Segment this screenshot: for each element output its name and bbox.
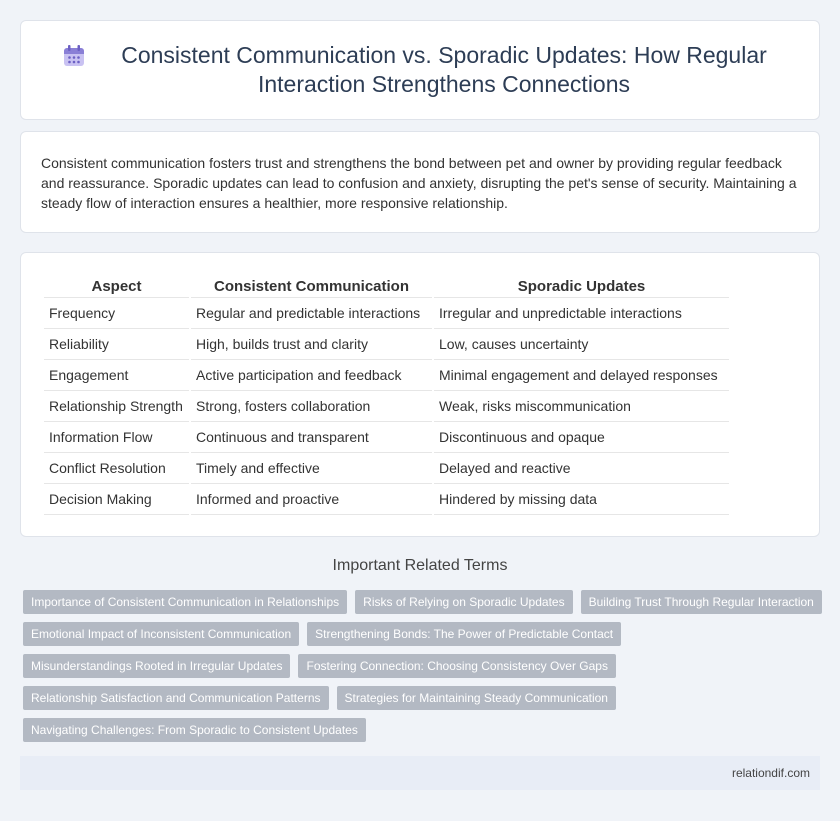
- calendar-icon: [61, 43, 87, 69]
- table-row: [44, 484, 729, 515]
- cell-aspect: Information Flow: [44, 422, 189, 453]
- table-header-row: [44, 275, 729, 298]
- footer: [20, 756, 820, 790]
- cell-consistent: Continuous and transparent: [191, 422, 432, 453]
- comparison-table: [42, 275, 731, 515]
- cell-aspect: Frequency: [44, 298, 189, 329]
- header-aspect: Aspect: [44, 275, 189, 298]
- intro-text: Consistent communication fosters trust and strengthens the bond between pet and owner by providing regular feedback and reassurance. Sporadic updates can lead to confusion and anxiety, disrupting the pet's sense of security. Maintaining a steady flow of interaction ensures a healthier, more responsive relationship.: [41, 155, 797, 211]
- cell-consistent: Informed and proactive: [191, 484, 432, 515]
- table-row: [44, 360, 729, 391]
- table-row: [44, 391, 729, 422]
- cell-sporadic: Discontinuous and opaque: [434, 422, 729, 453]
- table-row: [44, 453, 729, 484]
- related-term-tag[interactable]: Misunderstandings Rooted in Irregular Updates: [23, 654, 290, 678]
- cell-sporadic: Hindered by missing data: [434, 484, 729, 515]
- cell-consistent: Strong, fosters collaboration: [191, 391, 432, 422]
- intro-card: [20, 131, 820, 233]
- related-terms-title: Important Related Terms: [332, 557, 508, 574]
- cell-sporadic: Low, causes uncertainty: [434, 329, 729, 360]
- cell-aspect: Decision Making: [44, 484, 189, 515]
- related-term-tag[interactable]: Strategies for Maintaining Steady Communication: [337, 686, 616, 710]
- table-row: [44, 422, 729, 453]
- cell-sporadic: Irregular and unpredictable interactions: [434, 298, 729, 329]
- related-terms-list: [23, 590, 823, 742]
- cell-sporadic: Delayed and reactive: [434, 453, 729, 484]
- cell-consistent: High, builds trust and clarity: [191, 329, 432, 360]
- title-wrap: [21, 41, 819, 99]
- header-sporadic: Sporadic Updates: [434, 275, 729, 298]
- comparison-table-card: [20, 252, 820, 537]
- related-term-tag[interactable]: Fostering Connection: Choosing Consistency Over Gaps: [298, 654, 615, 678]
- cell-aspect: Engagement: [44, 360, 189, 391]
- related-term-tag[interactable]: Importance of Consistent Communication in Relationships: [23, 590, 347, 614]
- table-row: [44, 298, 729, 329]
- cell-sporadic: Minimal engagement and delayed responses: [434, 360, 729, 391]
- table-row: [44, 329, 729, 360]
- related-term-tag[interactable]: Emotional Impact of Inconsistent Communication: [23, 622, 299, 646]
- cell-consistent: Timely and effective: [191, 453, 432, 484]
- cell-sporadic: Weak, risks miscommunication: [434, 391, 729, 422]
- related-term-tag[interactable]: Relationship Satisfaction and Communication Patterns: [23, 686, 329, 710]
- cell-aspect: Reliability: [44, 329, 189, 360]
- footer-site-link[interactable]: relationdif.com: [731, 766, 810, 780]
- header-card: [20, 20, 820, 120]
- related-term-tag[interactable]: Risks of Relying on Sporadic Updates: [355, 590, 572, 614]
- cell-consistent: Regular and predictable interactions: [191, 298, 432, 329]
- related-term-tag[interactable]: Navigating Challenges: From Sporadic to Consistent Updates: [23, 718, 366, 742]
- header-consistent: Consistent Communication: [191, 275, 432, 298]
- related-term-tag[interactable]: Strengthening Bonds: The Power of Predictable Contact: [307, 622, 621, 646]
- cell-aspect: Relationship Strength: [44, 391, 189, 422]
- cell-aspect: Conflict Resolution: [44, 453, 189, 484]
- page-title: Consistent Communication vs. Sporadic Updates: How Regular Interaction Strengthens Connections: [121, 42, 767, 97]
- cell-consistent: Active participation and feedback: [191, 360, 432, 391]
- related-term-tag[interactable]: Building Trust Through Regular Interaction: [581, 590, 822, 614]
